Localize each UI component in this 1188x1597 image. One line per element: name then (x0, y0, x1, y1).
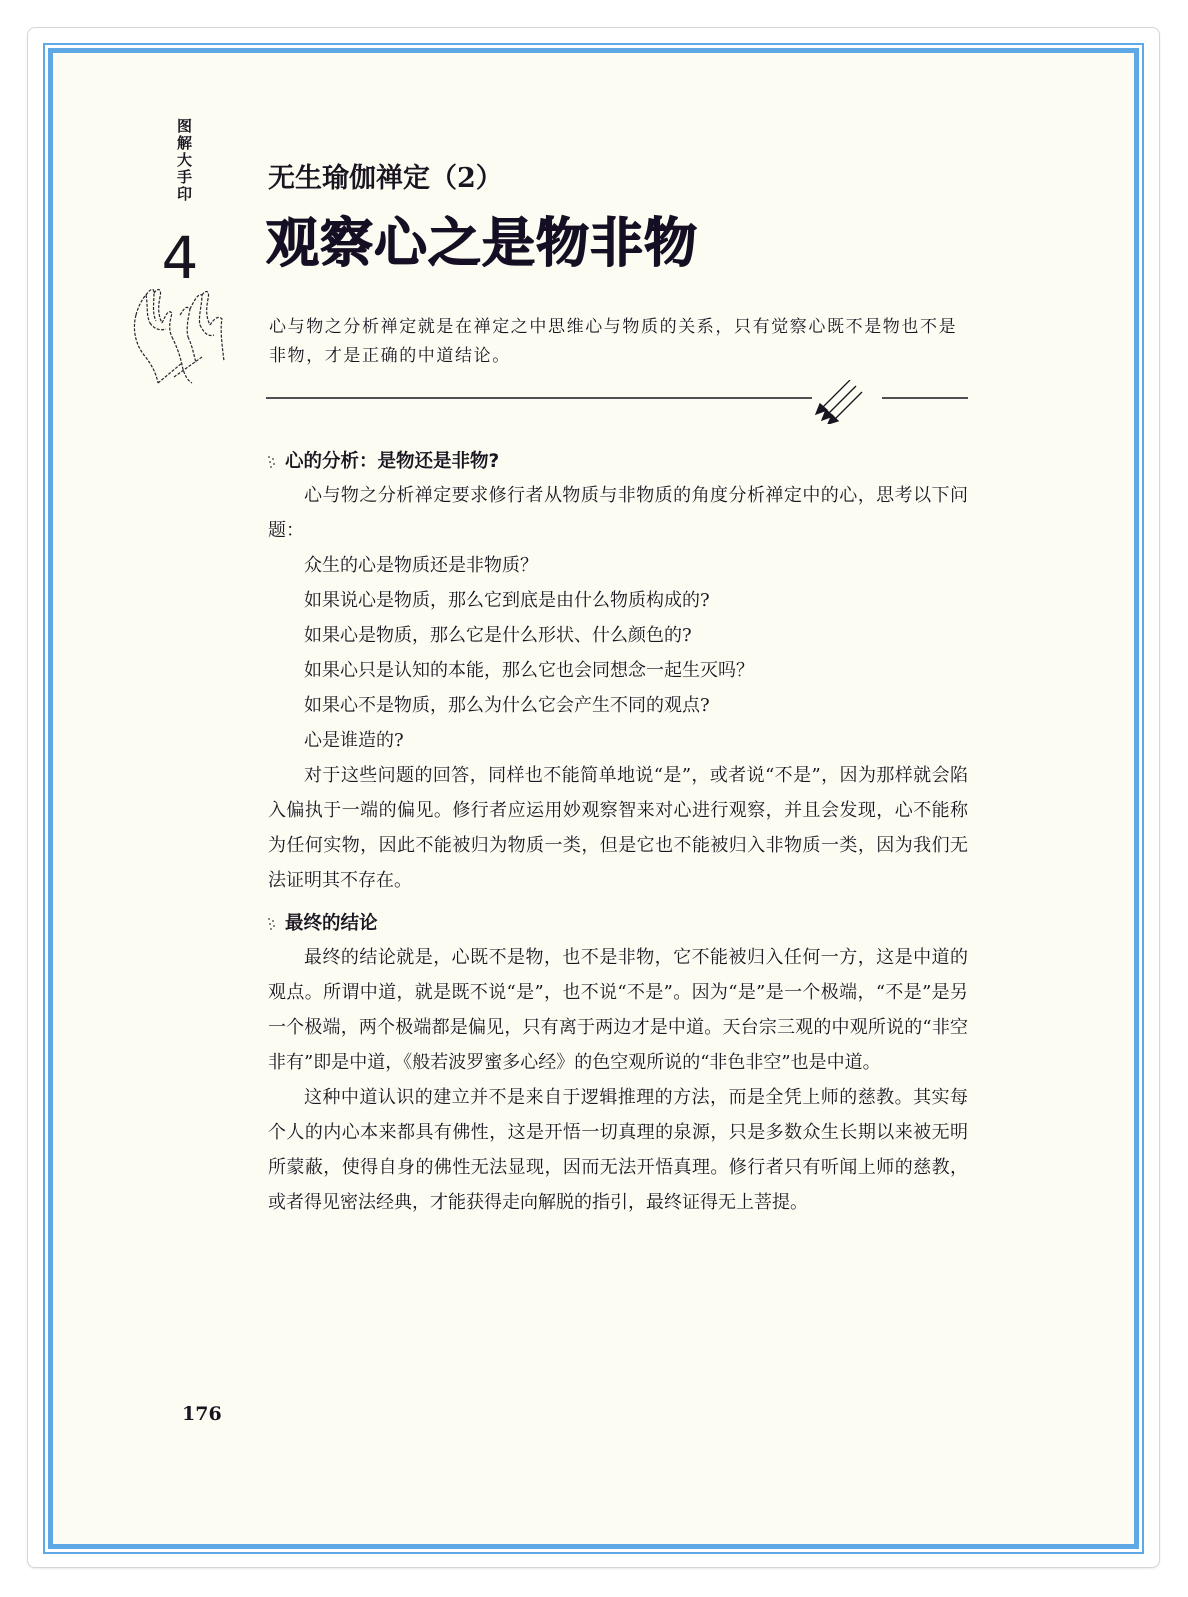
page-title: 观察心之是物非物 (266, 212, 698, 274)
paragraph: 这种中道认识的建立并不是来自于逻辑推理的方法，而是全凭上师的慈教。其实每个人的内心本来都具有佛性，这是开悟一切真理的泉源，只是多数众生长期以来被无明所蒙蔽，使得自身的佛性无法显现，因而无法开悟真理。修行者只有听闻上师的慈教，或者得见密法经典，才能获得走向解脱的指引，最终证得无上菩提。 (268, 1087, 968, 1213)
article-body (268, 444, 968, 1220)
book-title-vertical: 图解大手印 (175, 118, 193, 203)
section-heading-text: 心的分析：是物还是非物? (285, 450, 500, 472)
paragraph: 心与物之分析禅定要求修行者从物质与非物质的角度分析禅定中的心，思考以下问题： (268, 485, 968, 541)
paragraph: 最终的结论就是，心既不是物，也不是非物，它不能被归入任何一方，这是中道的观点。所谓中道，就是既不说“是”，也不说“不是”。因为“是”是一个极端，“不是”是另一个极端，两个极端都是偏见，只有离于两边才是中道。天台宗三观的中观所说的“非空非有”即是中道，《般若波罗蜜多心经》的色空观所说的“非色非空”也是中道。 (268, 947, 968, 1073)
arrows-icon (816, 380, 862, 424)
chapter-number: 4 (161, 224, 199, 292)
page-number: 176 (182, 1403, 222, 1425)
question-item: 如果心不是物质，那么为什么它会产生不同的观点? (304, 695, 710, 716)
section-heading (266, 906, 968, 940)
ornament-bullet-icon (266, 453, 278, 469)
mudra-hands-icon (122, 285, 232, 385)
section-heading (266, 444, 968, 478)
section-heading-text: 最终的结论 (285, 912, 378, 934)
paragraph: 对于这些问题的回答，同样也不能简单地说“是”，或者说“不是”，因为那样就会陷入偏执于一端的偏见。修行者应运用妙观察智来对心进行观察，并且会发现，心不能称为任何实物，因此不能被归为物质一类，但是它也不能被归入非物质一类，因为我们无法证明其不存在。 (268, 765, 968, 891)
question-item: 如果心是物质，那么它是什么形状、什么颜色的? (304, 625, 692, 646)
question-item: 如果心只是认知的本能，那么它也会同想念一起生灭吗？ (304, 660, 754, 681)
intro-summary: 心与物之分析禅定就是在禅定之中思维心与物质的关系，只有觉察心既不是物也不是非物，才是正确的中道结论。 (269, 317, 958, 366)
question-item: 众生的心是物质还是非物质？ (304, 555, 538, 576)
arrow-divider (266, 380, 968, 424)
question-item: 心是谁造的? (304, 730, 404, 751)
ornament-bullet-icon (266, 915, 278, 931)
section-subtitle: 无生瑜伽禅定（2） (268, 163, 503, 194)
question-item: 如果说心是物质，那么它到底是由什么物质构成的? (304, 590, 710, 611)
